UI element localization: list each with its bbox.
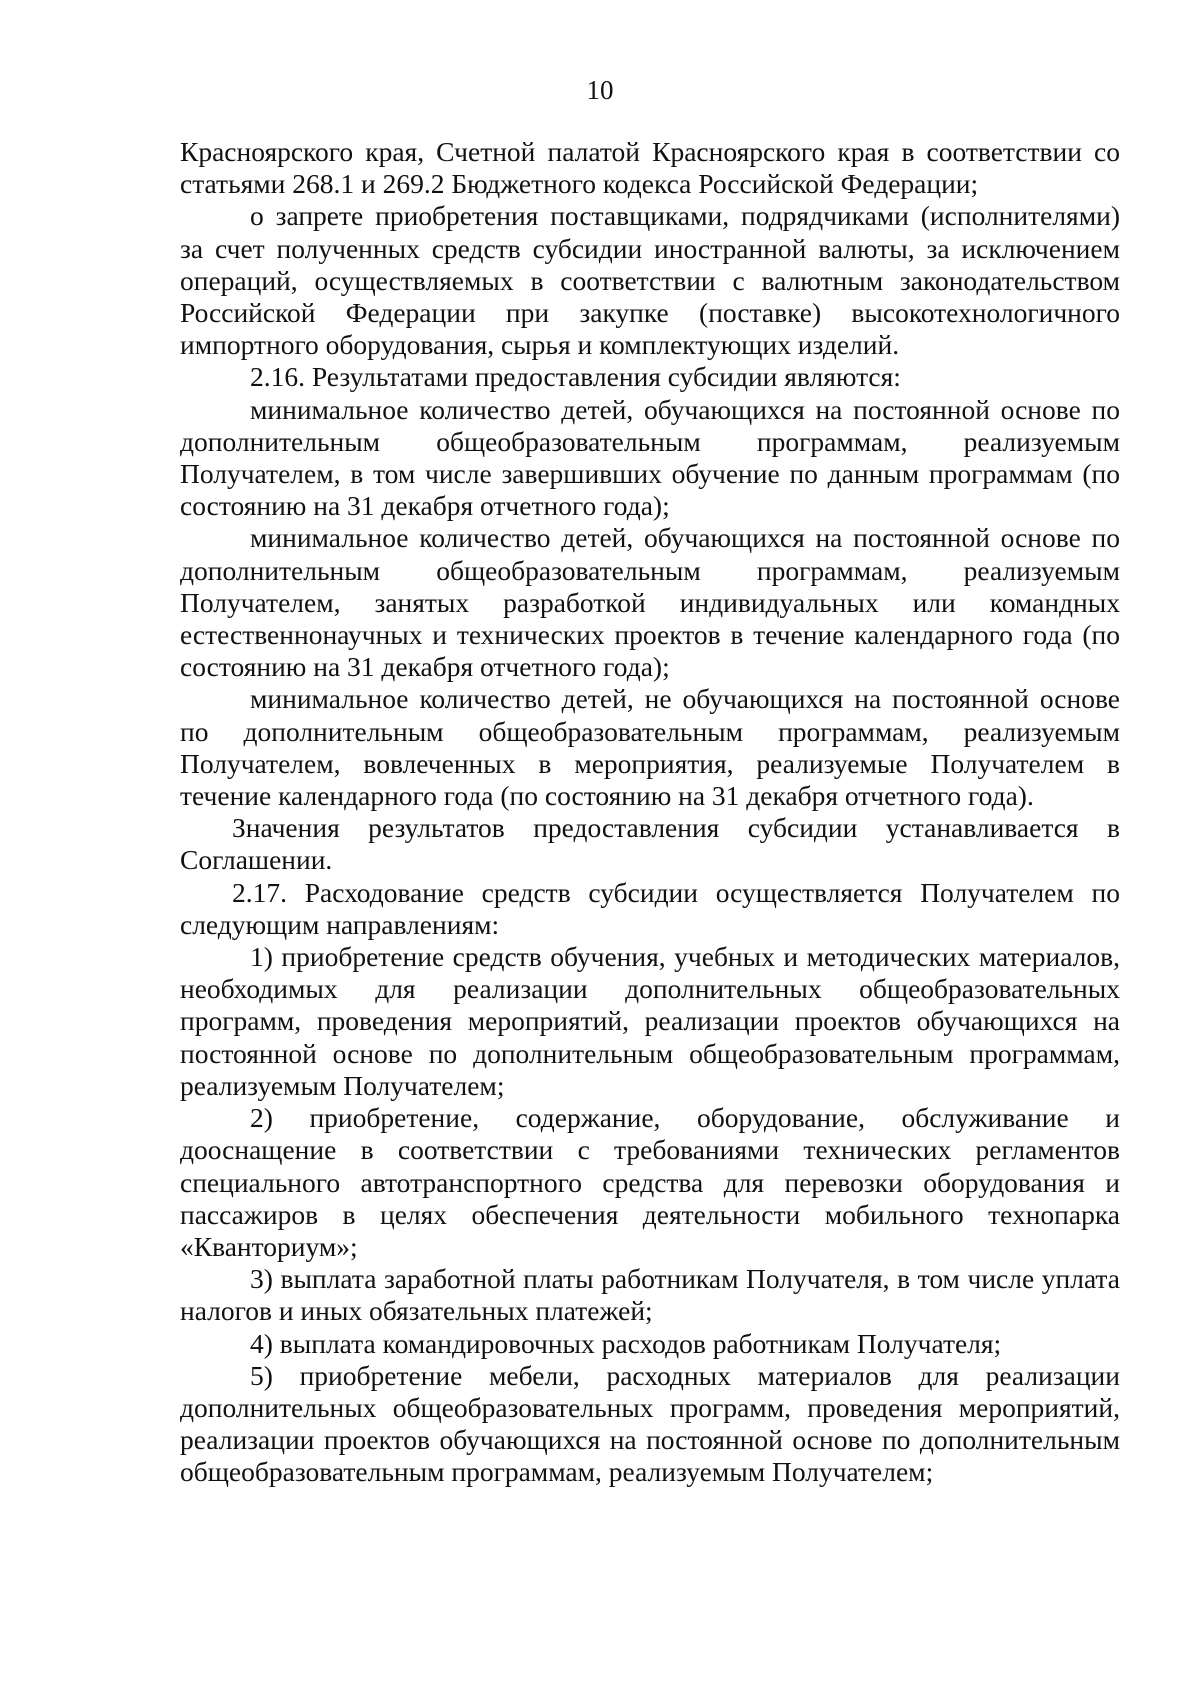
paragraph: Красноярского края, Счетной палатой Красноярского края в соответствии со статьями 268.1 и 269.2 Бюджетного кодекса Российской Федерации; (180, 136, 1120, 200)
list-item: 2) приобретение, содержание, оборудование, обслуживание и дооснащение в соответствии с требованиями технических регламентов специального автотранспортного средства для перевозки оборудования и пассажиров в целях обеспечения деятельности мобильного технопарка «Кванториум»; (180, 1102, 1120, 1262)
document-body (180, 136, 1120, 1489)
paragraph: минимальное количество детей, не обучающихся на постоянной основе по дополнительным общеобразовательным программам, реализуемым Получателем, вовлеченных в мероприятия, реализуемые Получателем в течение календарного года (по состоянию на 31 декабря отчетного года). (180, 683, 1120, 812)
list-item: 1) приобретение средств обучения, учебных и методических материалов, необходимых для реализации дополнительных общеобразовательных программ, проведения мероприятий, реализации проектов обучающихся на постоянной основе по дополнительным общеобразовательным программам, реализуемым Получателем; (180, 941, 1120, 1101)
paragraph: о запрете приобретения поставщиками, подрядчиками (исполнителями) за счет полученных средств субсидии иностранной валюты, за исключением операций, осуществляемых в соответствии с валютным законодательством Российской Федерации при закупке (поставке) высокотехнологичного импортного оборудования, сырья и комплектующих изделий. (180, 200, 1120, 361)
paragraph: Значения результатов предоставления субсидии устанавливается в Соглашении. (180, 812, 1120, 876)
paragraph: минимальное количество детей, обучающихся на постоянной основе по дополнительным общеобразовательным программам, реализуемым Получателем, в том числе завершивших обучение по данным программам (по состоянию на 31 декабря отчетного года); (180, 393, 1120, 522)
list-item: 4) выплата командировочных расходов работникам Получателя; (250, 1327, 1002, 1359)
list-item: 3) выплата заработной платы работникам Получателя, в том числе уплата налогов и иных обязательных платежей; (180, 1263, 1120, 1327)
section-heading: 2.17. Расходование средств субсидии осуществляется Получателем по следующим направлениям: (180, 876, 1120, 940)
page-number: 10 (586, 75, 614, 105)
list-item: 5) приобретение мебели, расходных материалов для реализации дополнительных общеобразовательных программ, проведения мероприятий, реализации проектов обучающихся на постоянной основе по дополнительным общеобразовательным программам, реализуемым Получателем; (180, 1359, 1120, 1488)
section-heading: 2.16. Результатами предоставления субсидии являются: (250, 361, 901, 393)
paragraph: минимальное количество детей, обучающихся на постоянной основе по дополнительным общеобразовательным программам, реализуемым Получателем, занятых разработкой индивидуальных или командных естественнонаучных и технических проектов в течение календарного года (по состоянию на 31 декабря отчетного года); (180, 522, 1120, 683)
